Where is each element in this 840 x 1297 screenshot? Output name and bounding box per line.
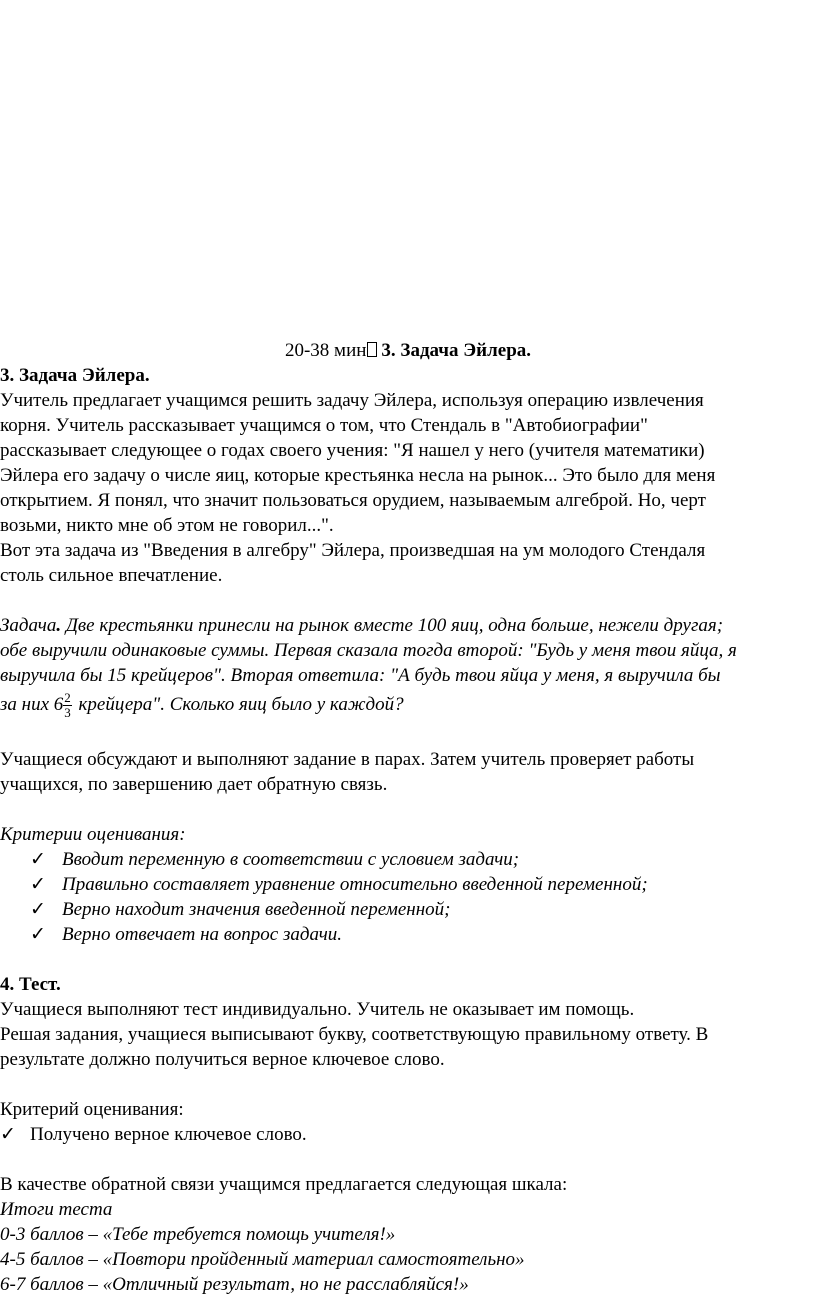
criteria-text: Вводит переменную в соответствии с условием задачи; [62,849,520,870]
criteria-item [0,922,840,947]
intro-line-4: открытием. Я понял, что значит пользоваться орудием, называемым алгеброй. Но, черт [0,490,706,511]
criteria-text: Верно находит значения введенной переменной; [62,899,451,920]
result-line: 4-5 баллов – «Повтори пройденный материал самостоятельно» [0,1249,525,1270]
task-line-0 [0,613,840,638]
intro-line-5: возьми, никто мне об этом не говорил...". [0,515,334,536]
results-title: Итоги теста [0,1199,113,1220]
task-line-1: обе выручили одинаковые суммы. Первая сказала тогда второй: "Будь у меня твои яйца, я [0,640,737,661]
section4-criteria-title: Критерий оценивания: [0,1099,184,1120]
criteria-list [0,847,840,947]
check-icon: ✓ [0,1124,16,1145]
intro2-line-1: столь сильное впечатление. [0,565,223,586]
section3-title: 3. Задача Эйлера. [0,365,150,386]
document-content [0,338,840,1297]
intro-line-3: Эйлера его задачу о числе яиц, которые крестьянка несла на рынок... Это было для меня [0,465,716,486]
section3-time-heading [0,338,816,363]
heading-suffix: 3. Задача Эйлера. [381,340,532,361]
criteria-text: Получено верное ключевое слово. [30,1124,307,1145]
task-line-2: выручила бы 15 крейцеров". Вторая ответила: "А будь твои яйца у меня, я выручила бы [0,665,721,686]
criteria-item [0,1122,840,1147]
work-line-1: учащихся, по завершению дает обратную связь. [0,774,388,795]
task-line-3 [0,688,840,722]
intro-line-2: рассказывает следующее о годах своего учения: "Я нашел у него (учителя математики) [0,440,705,461]
result-line: 0-3 баллов – «Тебе требуется помощь учителя!» [0,1224,396,1245]
check-icon: ✓ [30,849,46,870]
task-last-prefix: за них 6 [0,694,64,715]
check-icon: ✓ [30,924,46,945]
criteria-title: Критерии оценивания: [0,824,186,845]
section4-criteria-list [0,1122,840,1147]
criteria-item [0,847,840,872]
missing-glyph-icon [367,342,377,357]
intro2-line-0: Вот эта задача из "Введения в алгебру" Эйлера, произведшая на ум молодого Стендаля [0,540,706,561]
fraction [63,691,72,720]
intro-line-0: Учитель предлагает учащимся решить задачу Эйлера, используя операцию извлечения [0,390,704,411]
check-icon: ✓ [30,874,46,895]
fraction-denominator: 3 [64,705,71,721]
criteria-item [0,897,840,922]
task-label: Задача [0,615,57,636]
fraction-numerator: 2 [64,690,71,706]
section4-title: 4. Тест. [0,974,61,995]
section4-line1: Учащиеся выполняют тест индивидуально. Учитель не оказывает им помощь. [0,999,635,1020]
section4-line2-0: Решая задания, учащиеся выписывают букву, соответствующую правильному ответу. В [0,1024,709,1045]
task-text-0: Две крестьянки принесли на рынок вместе 100 яиц, одна больше, нежели другая; [61,615,724,636]
intro-line-1: корня. Учитель рассказывает учащимся о том, что Стендаль в "Автобиографии" [0,415,648,436]
task-dot: . [56,615,62,636]
work-line-0: Учащиеся обсуждают и выполняют задание в парах. Затем учитель проверяет работы [0,749,695,770]
criteria-text: Правильно составляет уравнение относительно введенной переменной; [62,874,648,895]
feedback-intro: В качестве обратной связи учащимся предлагается следующая шкала: [0,1174,568,1195]
criteria-item [0,872,840,897]
section4-line2-1: результате должно получиться верное ключевое слово. [0,1049,445,1070]
time-label: 20-38 мин [284,340,367,361]
result-line: 6-7 баллов – «Отличный результат, но не расслабляйся!» [0,1274,469,1295]
check-icon: ✓ [30,899,46,920]
criteria-text: Верно отвечает на вопрос задачи. [62,924,343,945]
task-last-suffix: крейцера". Сколько яиц было у каждой? [73,694,404,715]
